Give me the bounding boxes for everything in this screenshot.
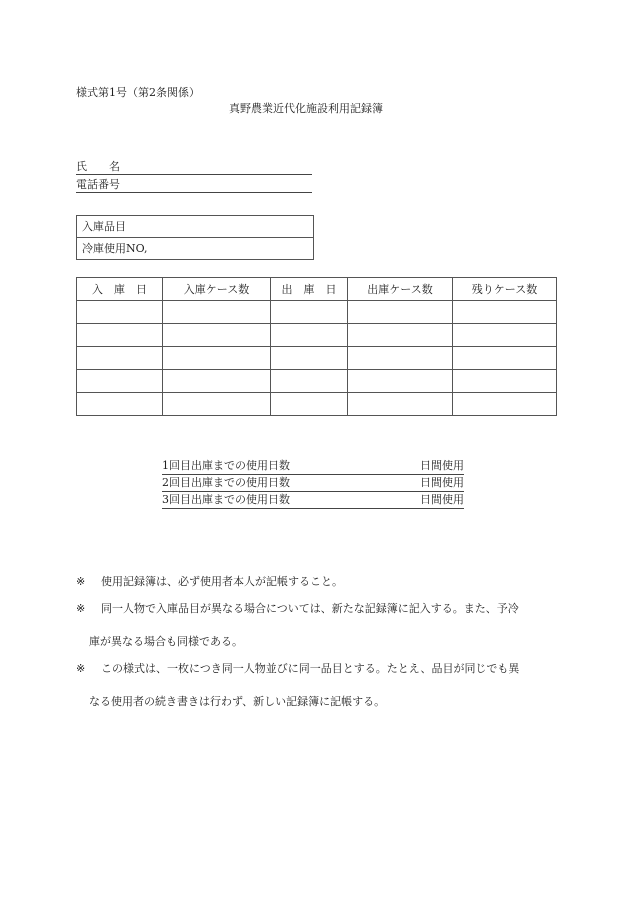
- table-row: [77, 393, 557, 416]
- table-row: [77, 301, 557, 324]
- storage-info-box: [76, 215, 314, 260]
- storage-log-table: [76, 277, 557, 416]
- header-entry-date: 入 庫 日: [77, 278, 163, 301]
- table-cell[interactable]: [163, 324, 271, 347]
- header-remaining-cases: 残りケース数: [453, 278, 557, 301]
- table-cell[interactable]: [348, 347, 453, 370]
- table-cell[interactable]: [77, 347, 163, 370]
- item-label: 入庫品目: [82, 220, 126, 233]
- phone-field-line[interactable]: [76, 192, 312, 193]
- note-mark: ※: [76, 575, 86, 588]
- table-cell[interactable]: [163, 301, 271, 324]
- table-row: [77, 347, 557, 370]
- table-cell[interactable]: [163, 370, 271, 393]
- note-mark: ※: [76, 662, 86, 675]
- page-title: 真野農業近代化施設利用記録簿: [229, 102, 383, 115]
- name-label: 氏 名: [76, 160, 120, 173]
- cold-storage-row[interactable]: [77, 238, 313, 259]
- usage-days-unit: 日間使用: [420, 476, 464, 489]
- note-continuation: 庫が異なる場合も同様である。: [89, 635, 243, 648]
- table-cell[interactable]: [271, 370, 348, 393]
- table-cell[interactable]: [271, 324, 348, 347]
- note-text: この様式は、一枚につき同一人物並びに同一品目とする。たとえ、品目が同じでも異: [101, 662, 520, 675]
- usage-days-line-3[interactable]: [162, 492, 464, 509]
- usage-days-unit: 日間使用: [420, 459, 464, 472]
- table-cell[interactable]: [77, 324, 163, 347]
- table-cell[interactable]: [453, 347, 557, 370]
- header-exit-date: 出 庫 日: [271, 278, 348, 301]
- table-row: [77, 324, 557, 347]
- usage-days-label: 1回目出庫までの使用日数: [162, 459, 290, 472]
- phone-label: 電話番号: [76, 178, 120, 191]
- item-row[interactable]: [77, 216, 313, 238]
- header-entry-cases: 入庫ケース数: [163, 278, 271, 301]
- table-cell[interactable]: [271, 301, 348, 324]
- table-cell[interactable]: [348, 301, 453, 324]
- table-cell[interactable]: [163, 393, 271, 416]
- table-cell[interactable]: [348, 324, 453, 347]
- header-exit-cases: 出庫ケース数: [348, 278, 453, 301]
- table-cell[interactable]: [77, 370, 163, 393]
- table-cell[interactable]: [77, 393, 163, 416]
- table-cell[interactable]: [453, 393, 557, 416]
- table-cell[interactable]: [453, 301, 557, 324]
- note-mark: ※: [76, 602, 86, 615]
- note-1: [76, 575, 556, 589]
- form-number: 様式第1号（第2条関係）: [76, 86, 200, 99]
- table-row: [77, 370, 557, 393]
- table-cell[interactable]: [77, 301, 163, 324]
- note-3: [76, 662, 556, 709]
- usage-days-line-2[interactable]: [162, 475, 464, 492]
- table-cell[interactable]: [271, 393, 348, 416]
- note-continuation: なる使用者の続き書きは行わず、新しい記録簿に記帳する。: [89, 695, 386, 708]
- usage-days-label: 3回目出庫までの使用日数: [162, 493, 290, 506]
- usage-days-line-1[interactable]: [162, 458, 464, 475]
- table-cell[interactable]: [348, 393, 453, 416]
- usage-days-unit: 日間使用: [420, 493, 464, 506]
- note-2: [76, 602, 556, 649]
- table-header-row: [77, 278, 557, 301]
- note-text: 使用記録簿は、必ず使用者本人が記帳すること。: [101, 575, 343, 588]
- table-cell[interactable]: [453, 324, 557, 347]
- cold-storage-label: 冷庫使用NO,: [82, 242, 148, 255]
- name-field-line[interactable]: [76, 174, 312, 175]
- note-text: 同一人物で入庫品目が異なる場合については、新たな記録簿に記入する。また、予冷: [101, 602, 519, 615]
- table-cell[interactable]: [453, 370, 557, 393]
- table-cell[interactable]: [271, 347, 348, 370]
- usage-days-label: 2回目出庫までの使用日数: [162, 476, 290, 489]
- table-cell[interactable]: [348, 370, 453, 393]
- table-cell[interactable]: [163, 347, 271, 370]
